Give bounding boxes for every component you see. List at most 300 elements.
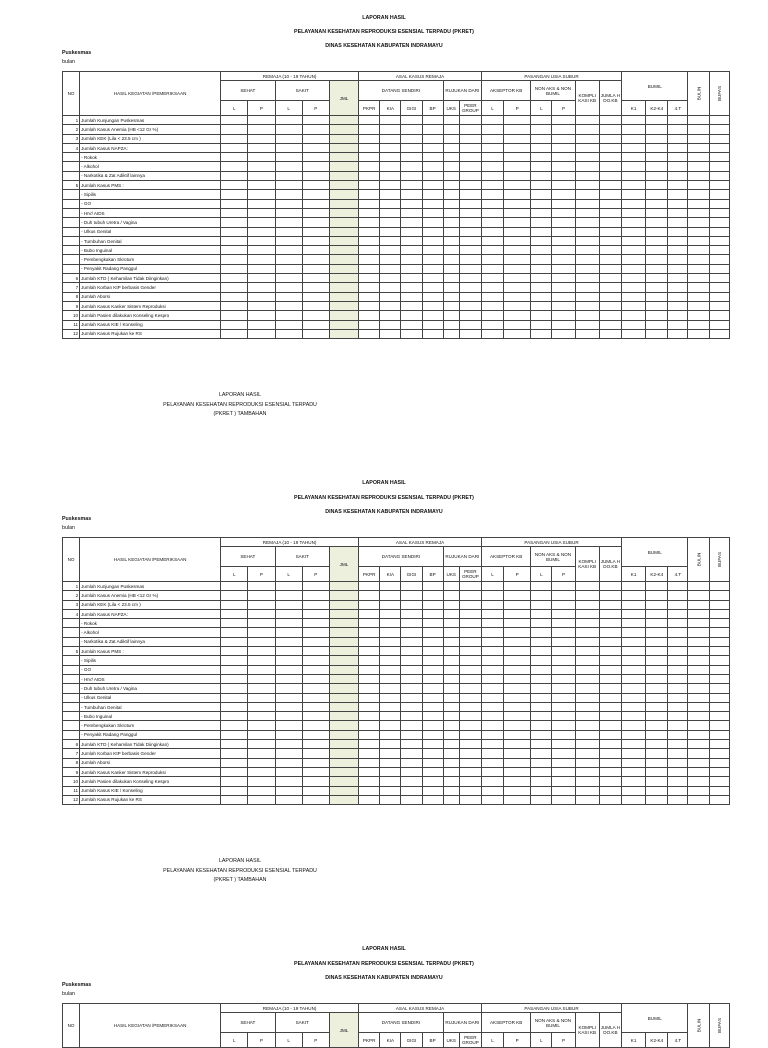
data-cell: [709, 795, 729, 804]
col-bp: BP: [422, 101, 443, 116]
data-cell: [646, 777, 668, 786]
additional-title-line1: LAPORAN HASIL: [218, 392, 262, 398]
col-datang-sendiri: DATANG SENDIRI: [359, 1013, 444, 1033]
data-cell: [275, 143, 302, 152]
data-cell: [709, 767, 729, 776]
data-cell: [599, 171, 621, 180]
data-cell: [688, 190, 709, 199]
data-cell: [481, 264, 503, 273]
data-cell: [668, 582, 688, 591]
data-cell: [531, 684, 552, 693]
data-cell: [646, 609, 668, 618]
data-cell: [552, 320, 575, 329]
data-cell: [401, 208, 422, 217]
data-cell: [552, 143, 575, 152]
data-cell: [668, 292, 688, 301]
col-peer-group: PEER GROUP: [459, 1033, 481, 1048]
data-cell: [531, 301, 552, 310]
data-cell: [459, 600, 481, 609]
data-cell: [248, 628, 275, 637]
data-cell: [709, 292, 729, 301]
data-cell: [401, 199, 422, 208]
data-cell: [459, 190, 481, 199]
data-cell: [599, 227, 621, 236]
data-cell: [504, 134, 531, 143]
report-subtitle: PELAYANAN KESEHATAN REPRODUKSI ESENSIAL TERPADU (PKRET): [294, 29, 474, 35]
data-cell: [275, 609, 302, 618]
data-cell: [709, 721, 729, 730]
data-cell: [422, 674, 443, 683]
data-cell: [275, 637, 302, 646]
data-cell: [688, 656, 709, 665]
col-akseptor-p: P: [504, 101, 531, 116]
data-cell: [552, 153, 575, 162]
data-cell: [552, 712, 575, 721]
col-kia: KIA: [380, 567, 401, 582]
data-cell: [531, 116, 552, 125]
col-akseptor-p: P: [504, 567, 531, 582]
data-cell: [221, 582, 248, 591]
data-cell: [221, 329, 248, 338]
data-cell: [481, 637, 503, 646]
col-pus: PASANGAN USIA SUBUR: [481, 538, 621, 547]
data-cell: [302, 795, 329, 804]
data-cell: [380, 311, 401, 320]
data-cell: [422, 301, 443, 310]
data-cell: [359, 171, 380, 180]
data-cell: [359, 582, 380, 591]
row-number: 9: [63, 767, 80, 776]
data-cell: [275, 702, 302, 711]
data-cell: [422, 591, 443, 600]
data-cell: [302, 758, 329, 767]
row-number: [63, 208, 80, 217]
row-number: 12: [63, 795, 80, 804]
data-cell: [531, 274, 552, 283]
data-cell: [401, 609, 422, 618]
col-sakit-l: L: [275, 101, 302, 116]
data-cell: [443, 134, 459, 143]
data-cell: [329, 712, 358, 721]
data-cell: [646, 749, 668, 758]
data-cell: [221, 301, 248, 310]
data-cell: [688, 153, 709, 162]
data-cell: [329, 301, 358, 310]
data-cell: [504, 637, 531, 646]
table-row: [63, 628, 730, 637]
data-cell: [531, 591, 552, 600]
data-cell: [622, 311, 646, 320]
data-cell: [531, 171, 552, 180]
row-number: 3: [63, 134, 80, 143]
data-cell: [275, 749, 302, 758]
table-row: [63, 684, 730, 693]
data-cell: [221, 637, 248, 646]
row-label: - Pembengkakan Skrotum: [80, 255, 221, 264]
table-row: [63, 143, 730, 152]
data-cell: [443, 292, 459, 301]
data-cell: [401, 320, 422, 329]
data-cell: [668, 740, 688, 749]
data-cell: [329, 674, 358, 683]
data-cell: [459, 619, 481, 628]
data-cell: [275, 255, 302, 264]
data-cell: [504, 125, 531, 134]
data-cell: [359, 190, 380, 199]
data-cell: [709, 702, 729, 711]
data-cell: [688, 162, 709, 171]
col-4t: 4.T: [668, 101, 688, 116]
table-row: [63, 730, 730, 739]
data-cell: [359, 125, 380, 134]
col-kia: KIA: [380, 101, 401, 116]
data-cell: [248, 600, 275, 609]
data-cell: [622, 721, 646, 730]
data-cell: [575, 255, 599, 264]
data-cell: [688, 619, 709, 628]
data-cell: [599, 582, 621, 591]
data-cell: [688, 171, 709, 180]
data-cell: [302, 311, 329, 320]
additional-title-line2: PELAYANAN KESEHATAN REPRODUKSI ESENSIAL TERPADU: [163, 401, 317, 408]
data-cell: [599, 162, 621, 171]
additional-title-line3: (PKRET ) TAMBAHAN: [213, 411, 267, 418]
table-row: [63, 619, 730, 628]
data-cell: [575, 609, 599, 618]
data-cell: [443, 777, 459, 786]
data-cell: [688, 218, 709, 227]
data-cell: [275, 684, 302, 693]
data-cell: [709, 208, 729, 217]
col-hasil-kegiatan: HASIL KEGIATAN /PEMERIKSAAN: [80, 538, 221, 582]
data-cell: [329, 637, 358, 646]
table-row: [63, 171, 730, 180]
data-cell: [599, 777, 621, 786]
data-cell: [552, 116, 575, 125]
table-row: [63, 283, 730, 292]
data-cell: [599, 740, 621, 749]
col-pus: PASANGAN USIA SUBUR: [481, 1004, 621, 1013]
data-cell: [504, 693, 531, 702]
data-cell: [622, 693, 646, 702]
data-cell: [575, 125, 599, 134]
data-cell: [504, 767, 531, 776]
row-number: 10: [63, 311, 80, 320]
data-cell: [459, 199, 481, 208]
data-cell: [575, 171, 599, 180]
data-cell: [668, 795, 688, 804]
data-cell: [709, 255, 729, 264]
data-cell: [302, 702, 329, 711]
data-cell: [622, 153, 646, 162]
data-cell: [688, 674, 709, 683]
data-cell: [575, 758, 599, 767]
data-cell: [248, 208, 275, 217]
data-cell: [668, 143, 688, 152]
data-cell: [302, 777, 329, 786]
data-cell: [599, 255, 621, 264]
data-cell: [248, 274, 275, 283]
data-cell: [622, 301, 646, 310]
data-cell: [481, 134, 503, 143]
data-cell: [359, 320, 380, 329]
data-cell: [221, 134, 248, 143]
data-cell: [622, 143, 646, 152]
additional-title-line3: (PKRET ) TAMBAHAN: [213, 877, 267, 884]
data-cell: [575, 702, 599, 711]
data-cell: [443, 591, 459, 600]
data-cell: [459, 693, 481, 702]
row-label: Jumlah Korban KtP berbasis Gender: [80, 283, 221, 292]
data-cell: [688, 647, 709, 656]
data-cell: [401, 740, 422, 749]
additional-title-line1: LAPORAN HASIL: [218, 858, 262, 864]
data-cell: [459, 143, 481, 152]
data-cell: [709, 684, 729, 693]
data-cell: [531, 795, 552, 804]
data-cell: [599, 600, 621, 609]
data-cell: [668, 600, 688, 609]
row-number: [63, 227, 80, 236]
data-cell: [459, 647, 481, 656]
data-cell: [504, 712, 531, 721]
data-cell: [302, 674, 329, 683]
data-cell: [599, 619, 621, 628]
data-cell: [359, 301, 380, 310]
data-cell: [443, 143, 459, 152]
row-number: 9: [63, 301, 80, 310]
puskesmas-label: Puskesmas: [62, 516, 92, 522]
data-cell: [422, 162, 443, 171]
data-cell: [275, 777, 302, 786]
table-row: [63, 665, 730, 674]
data-cell: [459, 730, 481, 739]
col-nonaks-p: P: [552, 1033, 575, 1048]
data-cell: [221, 255, 248, 264]
data-cell: [709, 740, 729, 749]
data-cell: [504, 702, 531, 711]
col-sehat-p: P: [248, 101, 275, 116]
data-cell: [459, 637, 481, 646]
data-cell: [531, 255, 552, 264]
data-cell: [443, 609, 459, 618]
col-akseptor-kb: AKSEPTOR KB: [481, 1013, 530, 1033]
data-cell: [575, 665, 599, 674]
data-cell: [359, 283, 380, 292]
data-cell: [622, 795, 646, 804]
data-cell: [668, 721, 688, 730]
data-cell: [329, 143, 358, 152]
row-label: - GO: [80, 665, 221, 674]
data-cell: [248, 181, 275, 190]
data-cell: [380, 283, 401, 292]
data-cell: [646, 311, 668, 320]
data-cell: [709, 637, 729, 646]
data-cell: [599, 767, 621, 776]
row-label: - Bubo Inguinal: [80, 712, 221, 721]
data-cell: [359, 693, 380, 702]
row-number: [63, 246, 80, 255]
data-cell: [275, 693, 302, 702]
data-cell: [459, 786, 481, 795]
row-number: 8: [63, 758, 80, 767]
data-cell: [599, 134, 621, 143]
data-cell: [443, 320, 459, 329]
row-label: Jumlah Pasien dilakukan Konseling Kespro: [80, 777, 221, 786]
data-cell: [329, 619, 358, 628]
data-cell: [552, 582, 575, 591]
data-cell: [221, 292, 248, 301]
table-row: [63, 301, 730, 310]
data-cell: [380, 199, 401, 208]
data-cell: [552, 227, 575, 236]
col-sakit-p: P: [302, 567, 329, 582]
data-cell: [575, 320, 599, 329]
col-nonaks-l: L: [531, 1033, 552, 1048]
data-cell: [443, 702, 459, 711]
data-cell: [329, 283, 358, 292]
data-cell: [359, 749, 380, 758]
data-cell: [552, 264, 575, 273]
col-k1: K1: [622, 567, 646, 582]
data-cell: [599, 143, 621, 152]
data-cell: [668, 730, 688, 739]
data-cell: [481, 730, 503, 739]
col-nonaks-l: L: [531, 567, 552, 582]
data-cell: [668, 134, 688, 143]
row-number: [63, 199, 80, 208]
data-cell: [359, 767, 380, 776]
data-cell: [359, 208, 380, 217]
data-cell: [481, 582, 503, 591]
data-cell: [443, 125, 459, 134]
row-label: Jumlah KEK (Lila < 23.5 cm ): [80, 600, 221, 609]
data-cell: [481, 153, 503, 162]
data-cell: [459, 702, 481, 711]
data-cell: [575, 795, 599, 804]
data-cell: [531, 311, 552, 320]
data-cell: [359, 656, 380, 665]
col-akseptor-p: P: [504, 1033, 531, 1048]
data-cell: [401, 777, 422, 786]
data-cell: [422, 283, 443, 292]
data-cell: [504, 236, 531, 245]
row-label: Jumlah Kasus Kanker Sistem Reproduksi: [80, 767, 221, 776]
data-cell: [688, 143, 709, 152]
col-no: NO: [63, 72, 80, 116]
data-cell: [422, 749, 443, 758]
data-cell: [622, 274, 646, 283]
data-cell: [302, 227, 329, 236]
data-cell: [275, 134, 302, 143]
data-cell: [359, 236, 380, 245]
table-row: [63, 740, 730, 749]
row-label: - GO: [80, 199, 221, 208]
data-cell: [443, 684, 459, 693]
data-cell: [688, 264, 709, 273]
data-cell: [422, 292, 443, 301]
additional-report-title: [62, 857, 418, 886]
table-row: [63, 264, 730, 273]
table-row: [63, 767, 730, 776]
data-cell: [380, 153, 401, 162]
data-cell: [459, 292, 481, 301]
data-cell: [302, 591, 329, 600]
data-cell: [459, 153, 481, 162]
data-cell: [709, 693, 729, 702]
data-cell: [668, 208, 688, 217]
data-cell: [443, 693, 459, 702]
data-cell: [599, 264, 621, 273]
data-cell: [380, 582, 401, 591]
data-cell: [531, 712, 552, 721]
data-cell: [329, 162, 358, 171]
data-cell: [709, 609, 729, 618]
data-cell: [302, 721, 329, 730]
data-cell: [359, 786, 380, 795]
data-cell: [221, 181, 248, 190]
data-cell: [401, 143, 422, 152]
data-cell: [709, 320, 729, 329]
data-cell: [248, 329, 275, 338]
data-cell: [575, 153, 599, 162]
data-cell: [443, 274, 459, 283]
data-cell: [646, 171, 668, 180]
data-cell: [622, 283, 646, 292]
data-cell: [504, 674, 531, 683]
data-cell: [481, 721, 503, 730]
data-cell: [401, 637, 422, 646]
row-number: [63, 702, 80, 711]
data-cell: [599, 637, 621, 646]
data-cell: [599, 730, 621, 739]
data-cell: [401, 292, 422, 301]
data-cell: [329, 153, 358, 162]
data-cell: [221, 143, 248, 152]
data-cell: [504, 329, 531, 338]
data-cell: [709, 153, 729, 162]
data-cell: [646, 116, 668, 125]
data-cell: [443, 637, 459, 646]
data-cell: [504, 264, 531, 273]
additional-title-line2: PELAYANAN KESEHATAN REPRODUKSI ESENSIAL TERPADU: [163, 867, 317, 874]
data-cell: [302, 153, 329, 162]
data-cell: [459, 301, 481, 310]
data-cell: [401, 283, 422, 292]
report-subtitle: PELAYANAN KESEHATAN REPRODUKSI ESENSIAL TERPADU (PKRET): [294, 961, 474, 967]
data-cell: [302, 255, 329, 264]
col-bulin: BULIN: [688, 72, 709, 116]
data-cell: [504, 227, 531, 236]
data-cell: [248, 674, 275, 683]
data-cell: [359, 600, 380, 609]
data-cell: [575, 674, 599, 683]
row-number: 1: [63, 582, 80, 591]
bulan-label: bulan: [62, 525, 75, 531]
col-komplikasi-kb: KOMPLI KASI KB: [575, 81, 599, 116]
data-cell: [709, 712, 729, 721]
table-row: [63, 125, 730, 134]
data-cell: [248, 292, 275, 301]
data-cell: [248, 582, 275, 591]
data-cell: [221, 125, 248, 134]
data-cell: [359, 246, 380, 255]
data-cell: [422, 311, 443, 320]
data-cell: [380, 190, 401, 199]
col-k1: K1: [622, 101, 646, 116]
data-cell: [380, 301, 401, 310]
data-cell: [622, 647, 646, 656]
